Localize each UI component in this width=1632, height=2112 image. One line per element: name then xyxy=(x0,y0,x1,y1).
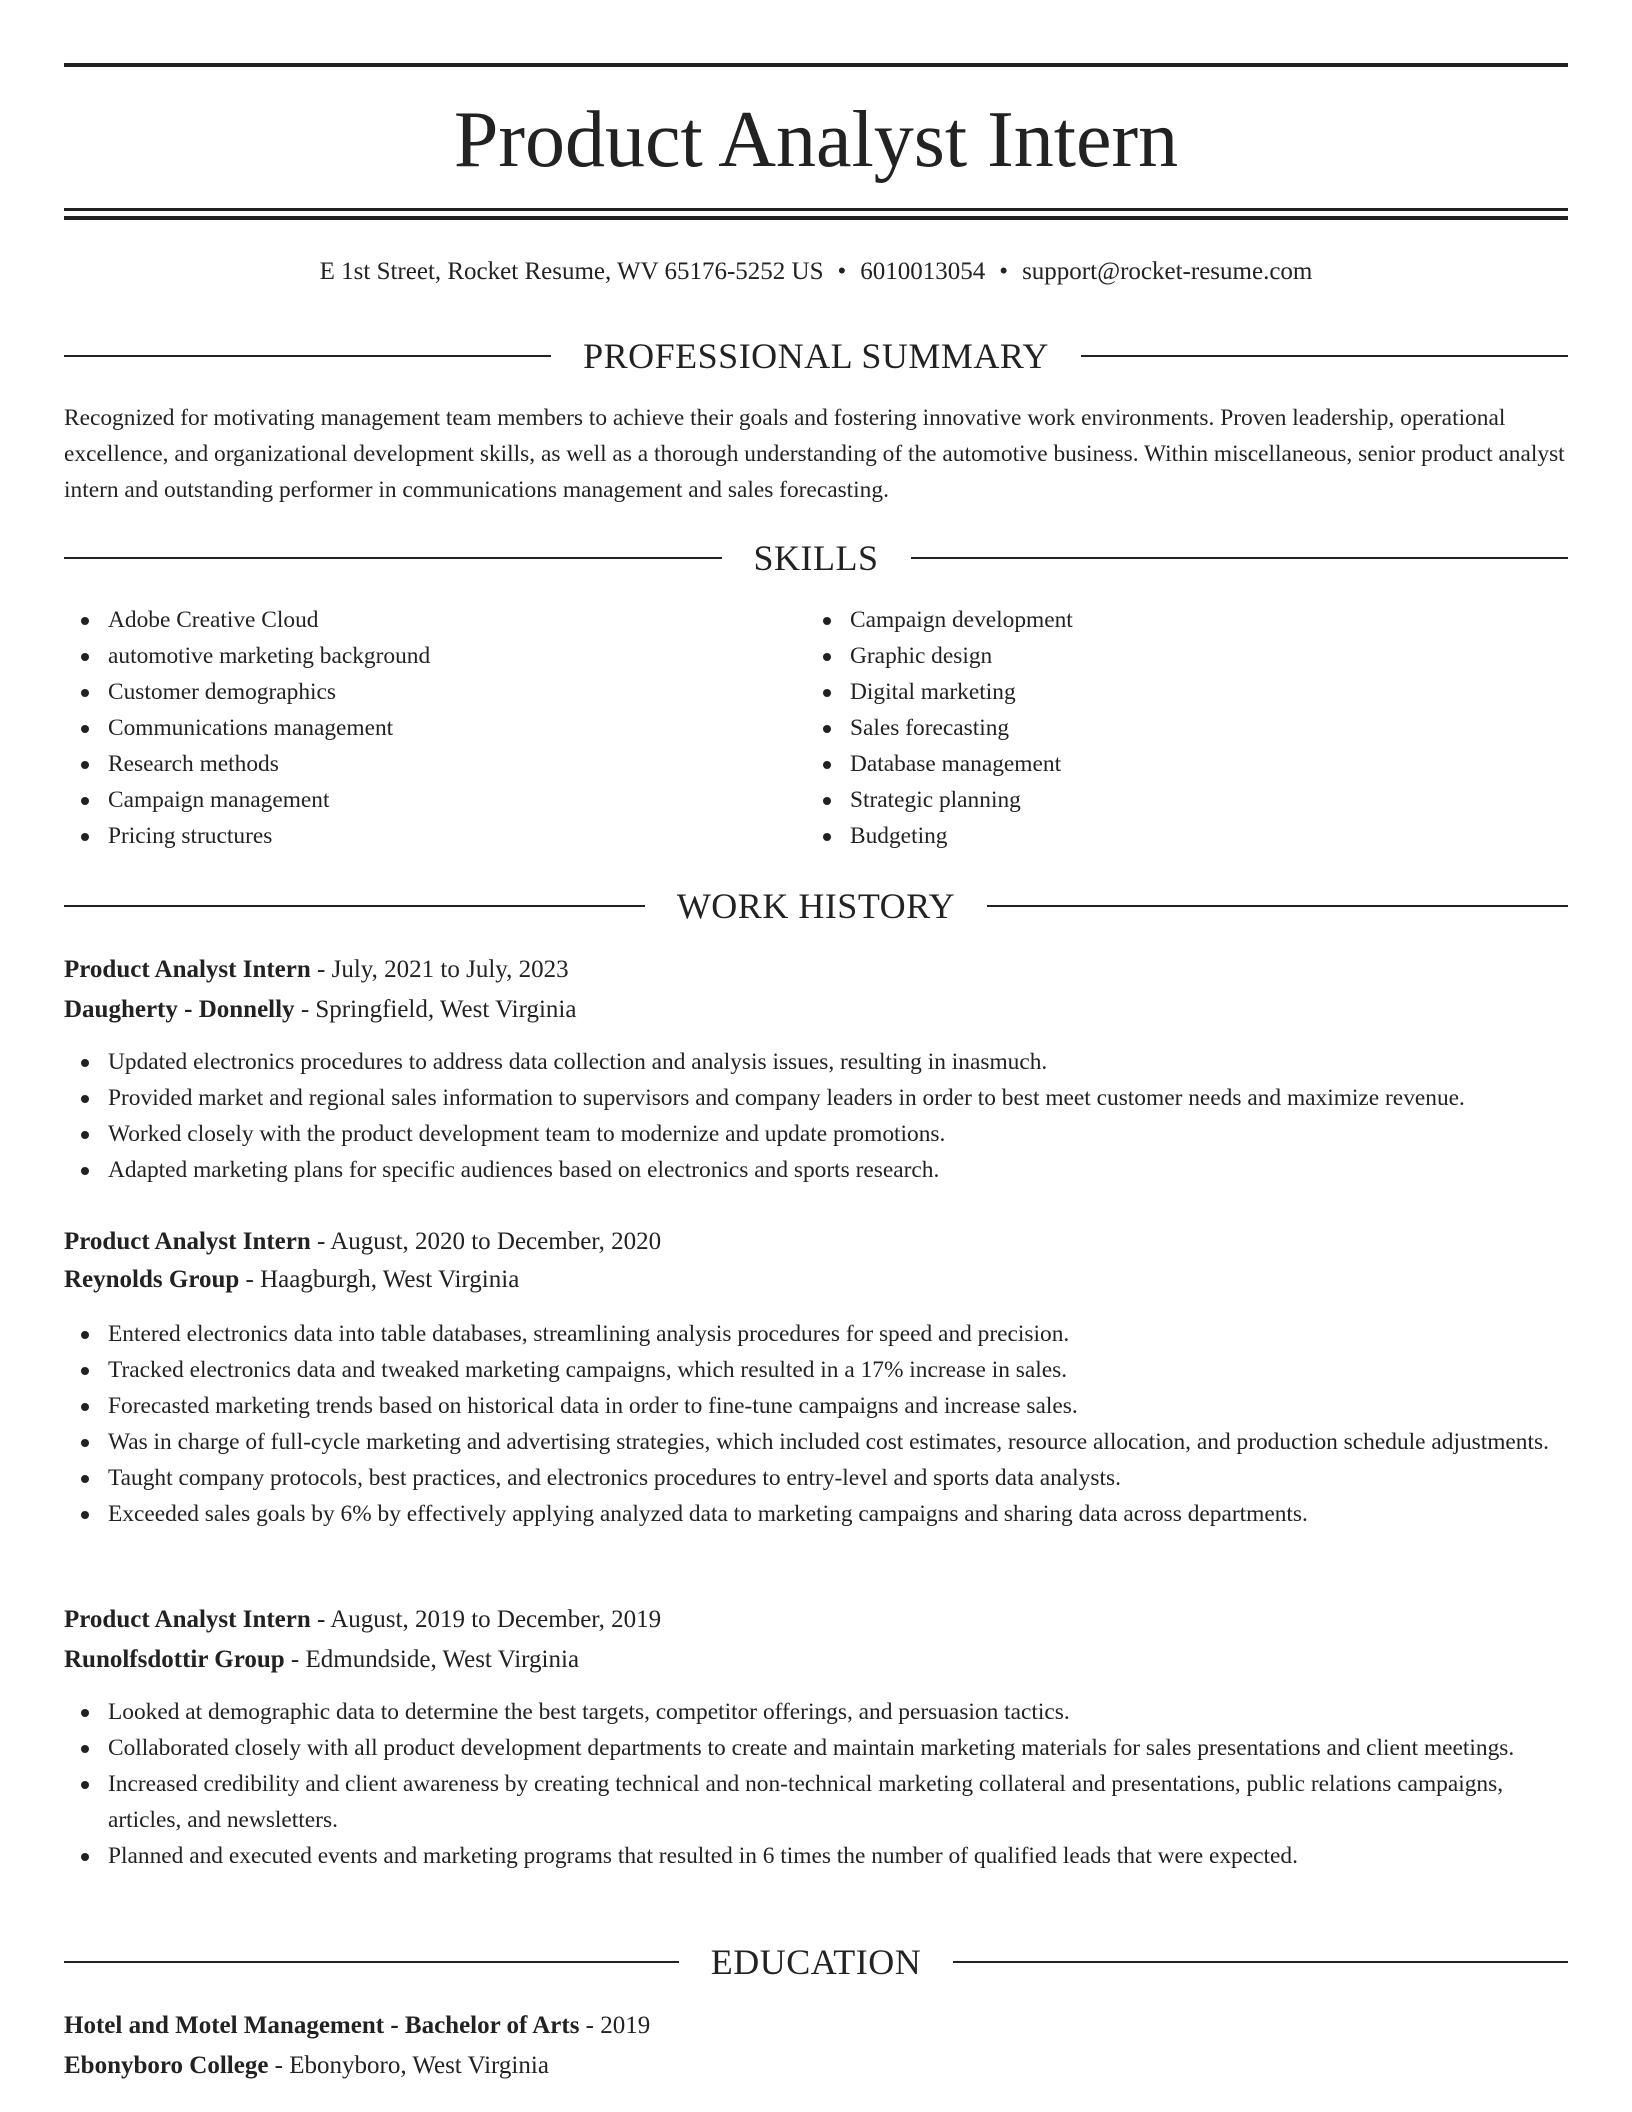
skills-column-right xyxy=(806,602,1548,854)
job-bullet: Entered electronics data into table databases, streamlining analysis procedures for speed and precision. xyxy=(64,1316,1568,1352)
job-dates: - July, 2021 to July, 2023 xyxy=(310,956,569,983)
education-degree-line xyxy=(64,2006,1568,2046)
job-dates: - August, 2020 to December, 2020 xyxy=(310,1228,662,1255)
job-company-line xyxy=(64,1260,1568,1300)
job-company-line xyxy=(64,1640,1568,1680)
skill-item: Sales forecasting xyxy=(806,710,1548,746)
education-school-line xyxy=(64,2046,1568,2086)
job-title-line xyxy=(64,1222,1568,1262)
education-degree: Hotel and Motel Management - Bachelor of Arts xyxy=(64,2012,580,2039)
section-rule xyxy=(987,905,1568,907)
skill-item: Strategic planning xyxy=(806,782,1548,818)
job-bullet: Adapted marketing plans for specific audiences based on electronics and sports research. xyxy=(64,1152,1568,1188)
section-rule xyxy=(911,557,1569,559)
contact-address: E 1st Street, Rocket Resume, WV 65176-5252 US xyxy=(319,258,824,285)
contact-separator: • xyxy=(837,258,847,285)
section-title: EDUCATION xyxy=(710,1942,922,1982)
top-rule xyxy=(64,63,1568,67)
job-bullet: Was in charge of full-cycle marketing and advertising strategies, which included cost estimates, resource allocation, and production schedule adjustments. xyxy=(64,1424,1568,1460)
section-rule xyxy=(64,355,551,357)
section-rule xyxy=(64,1961,679,1963)
job-bullet: Taught company protocols, best practices, and electronics procedures to entry-level and sports data analysts. xyxy=(64,1460,1568,1496)
job-bullet: Looked at demographic data to determine the best targets, competitor offerings, and persuasion tactics. xyxy=(64,1694,1568,1730)
section-rule xyxy=(1081,355,1568,357)
job-company: Daugherty - Donnelly xyxy=(64,996,295,1023)
job-dates: - August, 2019 to December, 2019 xyxy=(310,1606,662,1633)
skill-item: Adobe Creative Cloud xyxy=(64,602,806,638)
candidate-name: Product Analyst Intern xyxy=(453,96,1179,184)
section-header-work-history xyxy=(64,884,1568,928)
section-rule xyxy=(64,905,645,907)
job-company: Reynolds Group xyxy=(64,1266,240,1293)
skill-item: Budgeting xyxy=(806,818,1548,854)
header-double-rule xyxy=(64,208,1568,220)
job-location: - Haagburgh, West Virginia xyxy=(239,1266,520,1293)
contact-email: support@rocket-resume.com xyxy=(1022,258,1313,285)
job-company: Runolfsdottir Group xyxy=(64,1646,285,1673)
education-year: - 2019 xyxy=(579,2012,651,2039)
job-role: Product Analyst Intern xyxy=(64,1228,311,1255)
skills-list xyxy=(64,602,1568,854)
contact-line xyxy=(64,254,1568,290)
education-school: Ebonyboro College xyxy=(64,2052,269,2079)
section-header-education xyxy=(64,1940,1568,1984)
section-header-skills xyxy=(64,536,1568,580)
skill-item: Customer demographics xyxy=(64,674,806,710)
job-bullet: Worked closely with the product development team to modernize and update promotions. xyxy=(64,1116,1568,1152)
job-bullets xyxy=(64,1044,1568,1188)
job-bullets xyxy=(64,1694,1568,1874)
job-location: - Springfield, West Virginia xyxy=(294,996,577,1023)
job-bullet: Forecasted marketing trends based on historical data in order to fine-tune campaigns and increase sales. xyxy=(64,1388,1568,1424)
job-role: Product Analyst Intern xyxy=(64,1606,311,1633)
job-bullet: Updated electronics procedures to address data collection and analysis issues, resulting in inasmuch. xyxy=(64,1044,1568,1080)
skill-item: Research methods xyxy=(64,746,806,782)
job-title-line xyxy=(64,950,1568,990)
skill-item: Pricing structures xyxy=(64,818,806,854)
job-bullet: Increased credibility and client awareness by creating technical and non-technical marketing collateral and presentations, public relations campaigns, articles, and newsletters. xyxy=(64,1766,1568,1838)
skill-item: Digital marketing xyxy=(806,674,1548,710)
contact-separator: • xyxy=(999,258,1009,285)
section-title: WORK HISTORY xyxy=(676,886,956,926)
contact-phone: 6010013054 xyxy=(860,258,986,285)
section-title: SKILLS xyxy=(753,538,879,578)
section-rule xyxy=(953,1961,1568,1963)
job-title-line xyxy=(64,1600,1568,1640)
education-location: - Ebonyboro, West Virginia xyxy=(268,2052,549,2079)
skill-item: Campaign management xyxy=(64,782,806,818)
job-bullet: Planned and executed events and marketing programs that resulted in 6 times the number of qualified leads that were expected. xyxy=(64,1838,1568,1874)
skill-item: Graphic design xyxy=(806,638,1548,674)
skill-item: Database management xyxy=(806,746,1548,782)
skill-item: Campaign development xyxy=(806,602,1548,638)
job-bullets xyxy=(64,1316,1568,1532)
job-bullet: Collaborated closely with all product development departments to create and maintain marketing materials for sales presentations and client meetings. xyxy=(64,1730,1568,1766)
section-header-summary xyxy=(64,334,1568,378)
skill-item: automotive marketing background xyxy=(64,638,806,674)
summary-text: Recognized for motivating management team members to achieve their goals and fostering innovative work environments. Proven leadership, operational excellence, and organizational development skills, as well as a thorough understanding of the automotive business. Within miscellaneous, senior product analyst intern and outstanding performer in communications management and sales forecasting. xyxy=(64,405,1565,503)
job-role: Product Analyst Intern xyxy=(64,956,311,983)
section-rule xyxy=(64,557,722,559)
job-location: - Edmundside, West Virginia xyxy=(284,1646,580,1673)
job-company-line xyxy=(64,990,1568,1030)
job-bullet: Tracked electronics data and tweaked marketing campaigns, which resulted in a 17% increase in sales. xyxy=(64,1352,1568,1388)
section-title: PROFESSIONAL SUMMARY xyxy=(583,336,1049,376)
job-bullet: Provided market and regional sales information to supervisors and company leaders in order to best meet customer needs and maximize revenue. xyxy=(64,1080,1568,1116)
job-bullet: Exceeded sales goals by 6% by effectively applying analyzed data to marketing campaigns and sharing data across departments. xyxy=(64,1496,1568,1532)
skill-item: Communications management xyxy=(64,710,806,746)
skills-column-left xyxy=(64,602,806,854)
